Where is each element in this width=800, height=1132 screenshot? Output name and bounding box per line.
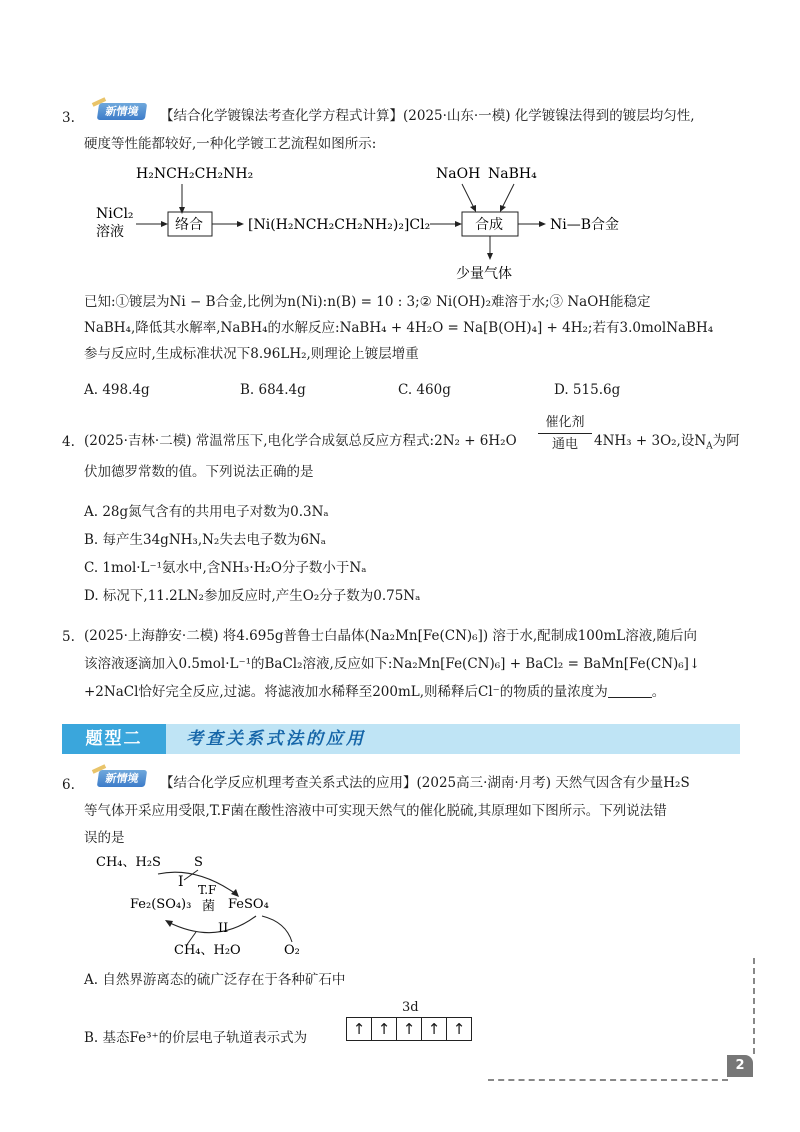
flow-input-solution: 溶液 bbox=[96, 224, 124, 240]
q6-line3: 误的是 bbox=[84, 830, 125, 846]
section-header bbox=[62, 724, 740, 754]
q3-option-b: B. 684.4g bbox=[240, 382, 306, 398]
flow-box-complex-label: 络合 bbox=[175, 217, 203, 233]
new-scenario-badge: 新情境 bbox=[92, 100, 150, 122]
cycle-bottom-input: O₂ bbox=[284, 943, 300, 958]
flow-reagent-amine: H₂NCH₂CH₂NH₂ bbox=[136, 166, 254, 182]
q3-option-d: D. 515.6g bbox=[554, 382, 621, 398]
flow-product: Ni—B合金 bbox=[550, 217, 620, 233]
q6-line2: 等气体开采应用受限,T.F菌在酸性溶液中可实现天然气的催化脱硫,其原理如下图所示。下列说法错 bbox=[84, 803, 667, 819]
q4-line2: 伏加德罗常数的值。下列说法正确的是 bbox=[84, 464, 314, 480]
cycle-bottom-output: CH₄、H₂O bbox=[174, 943, 241, 958]
cycle-center-tf: T.F bbox=[198, 883, 217, 897]
page-border-horizontal bbox=[488, 1079, 728, 1081]
q3-line2: 硬度等性能都较好,一种化学镀工艺流程如图所示: bbox=[84, 136, 377, 152]
q4-number: 4. bbox=[62, 434, 75, 450]
cycle-center-bacteria: 菌 bbox=[202, 899, 216, 914]
q4-option-d: D. 标况下,11.2LN₂参加反应时,产生O₂分子数为0.75Nₐ bbox=[84, 588, 421, 604]
flow-input-nicl2: NiCl₂ bbox=[96, 206, 134, 222]
q3-line3: 已知:①镀层为Ni − B合金,比例为n(Ni):n(B) = 10 : 3;② Ni(OH)₂难溶于水;③ NaOH能稳定 bbox=[84, 294, 651, 310]
q5-line2: 该溶液逐滴加入0.5mol·L⁻¹的BaCl₂溶液,反应如下:Na₂Mn[Fe(CN)₆] + BaCl₂ = BaMn[Fe(CN)₆]↓ bbox=[84, 656, 701, 672]
q5-line1: (2025·上海静安·二模) 将4.695g普鲁士白晶体(Na₂Mn[Fe(CN)₆]) 溶于水,配制成100mL溶液,随后向 bbox=[84, 628, 698, 644]
orbital-box: ↑ bbox=[372, 1018, 397, 1040]
flow-byproduct: 少量气体 bbox=[456, 266, 512, 282]
q4-line1-pre: (2025·吉林·二模) 常温常压下,电化学合成氨总反应方程式:2N₂ + 6H₂O bbox=[84, 433, 517, 449]
q3-option-a: A. 498.4g bbox=[84, 382, 150, 398]
cycle-step-2: II bbox=[218, 921, 229, 936]
q3-line5: 参与反应时,生成标准状况下8.96LH₂,则理论上镀层增重 bbox=[84, 346, 419, 362]
flow-reagent-naoh: NaOH bbox=[436, 166, 481, 182]
q6-line1: 【结合化学反应机理考查关系式法的应用】(2025高三·湖南·月考) 天然气因含有少量H₂S bbox=[160, 775, 690, 791]
cycle-step-1: I bbox=[178, 874, 184, 890]
orbital-box: ↑ bbox=[397, 1018, 422, 1040]
section-title: 考查关系式法的应用 bbox=[186, 729, 366, 749]
orbital-box: ↑ bbox=[422, 1018, 447, 1040]
q3-option-c: C. 460g bbox=[398, 382, 451, 398]
orbital-box: ↑ bbox=[452, 1020, 466, 1038]
page-number: 2 bbox=[727, 1055, 753, 1077]
q4-reaction-condition bbox=[538, 414, 592, 453]
q5-answer-blank bbox=[608, 683, 652, 698]
new-scenario-badge-2: 新情境 bbox=[92, 767, 150, 789]
flow-box-synthesis-label: 合成 bbox=[475, 217, 503, 233]
q4-line1-post: 4NH₃ + 3O₂,设$N_A$为阿 bbox=[594, 433, 740, 452]
q3-line4: NaBH₄,降低其水解率,NaBH₄的水解反应:NaBH₄ + 4H₂O = Na[B(OH)₄] + 4H₂;若有3.0molNaBH₄ bbox=[84, 320, 714, 336]
flow-intermediate: [Ni(H₂NCH₂CH₂NH₂)₂]Cl₂ bbox=[248, 217, 431, 233]
q6-option-b: B. 基态Fe³⁺的价层电子轨道表示式为 bbox=[84, 1030, 308, 1046]
q4-option-c: C. 1mol·L⁻¹氨水中,含NH₃·H₂O分子数小于Nₐ bbox=[84, 560, 367, 576]
q6-number: 6. bbox=[62, 777, 75, 793]
flow-reagent-nabh4: NaBH₄ bbox=[488, 166, 537, 182]
cycle-top-input: CH₄、H₂S bbox=[96, 855, 161, 870]
section-tag: 题型二 bbox=[62, 724, 166, 754]
q4-option-a: A. 28g氮气含有的共用电子对数为0.3Nₐ bbox=[84, 504, 329, 520]
q4-option-b: B. 每产生34gNH₃,N₂失去电子数为6Nₐ bbox=[84, 532, 326, 548]
q4-condition-catalyst: 催化剂 bbox=[545, 415, 585, 430]
orbital-diagram bbox=[346, 1017, 472, 1041]
page-border-vertical bbox=[753, 958, 755, 1054]
orbital-label: 3d bbox=[402, 1000, 419, 1015]
q6-option-a: A. 自然界游离态的硫广泛存在于各种矿石中 bbox=[84, 972, 346, 988]
cycle-top-output: S bbox=[194, 855, 203, 870]
q3-number: 3. bbox=[62, 110, 75, 126]
q4-condition-electric: 通电 bbox=[551, 437, 578, 452]
q5-line3: +2NaCl恰好完全反应,过滤。将滤液加水稀释至200mL,则稀释后Cl⁻的物质的量浓度为 。 bbox=[84, 684, 666, 700]
q6-cycle-diagram bbox=[86, 850, 326, 960]
q5-number: 5. bbox=[62, 629, 75, 645]
cycle-left-compound: Fe₂(SO₄)₃ bbox=[130, 897, 192, 912]
cycle-right-compound: FeSO₄ bbox=[228, 897, 269, 912]
q3-line1: 【结合化学镀镍法考查化学方程式计算】(2025·山东·一模) 化学镀镍法得到的镀层均匀性, bbox=[160, 108, 695, 124]
orbital-box: ↑ bbox=[347, 1018, 372, 1040]
q3-flow-diagram bbox=[84, 160, 684, 285]
